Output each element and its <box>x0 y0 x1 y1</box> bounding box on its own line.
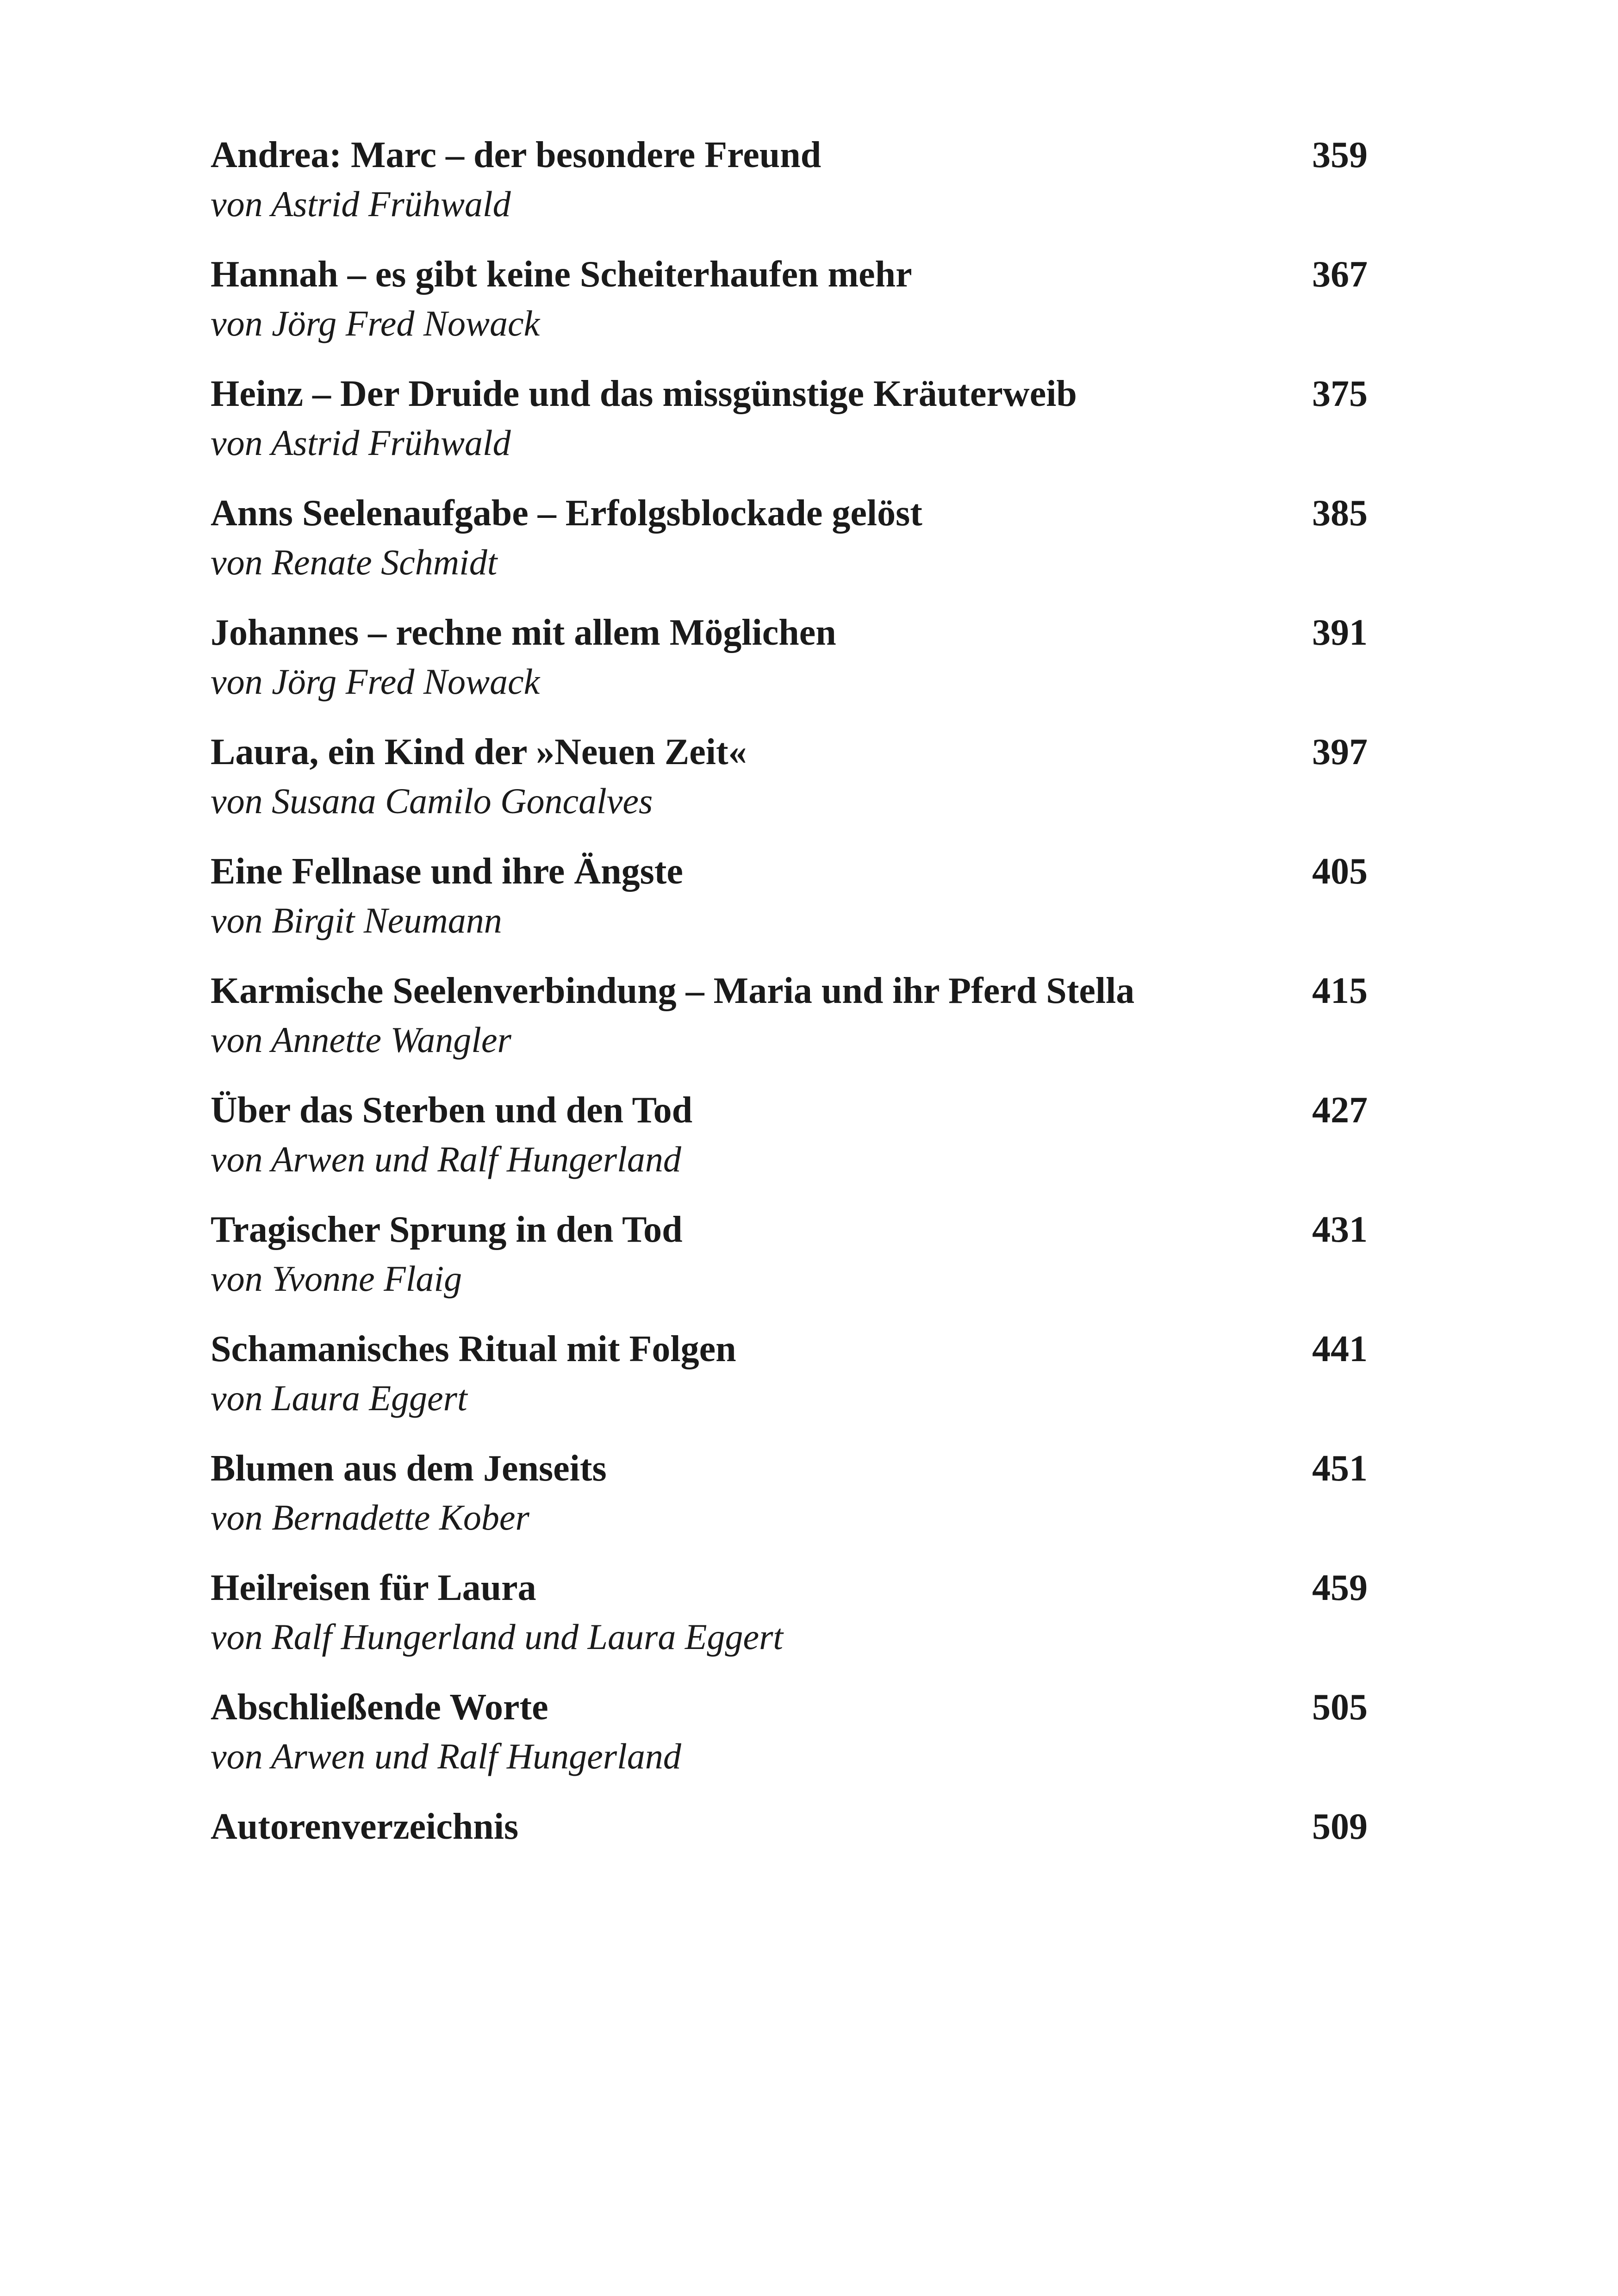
toc-entry <box>211 956 1368 1076</box>
toc-entry-title: Autorenverzeichnis <box>211 1806 519 1847</box>
toc-entry-page-number: 385 <box>1312 493 1368 534</box>
toc-entry <box>211 240 1368 359</box>
toc-entry-author: von Arwen und Ralf Hungerland <box>211 1139 681 1179</box>
toc-entry <box>211 479 1368 598</box>
table-of-contents <box>211 120 1368 1911</box>
toc-entry-page-number: 397 <box>1312 732 1368 772</box>
toc-entry-title: Johannes – rechne mit allem Möglichen <box>211 612 836 653</box>
toc-entry-title: Über das Sterben und den Tod <box>211 1090 693 1131</box>
toc-entry-author: von Astrid Frühwald <box>211 184 511 224</box>
toc-entry-author: von Renate Schmidt <box>211 542 498 582</box>
toc-entry <box>211 598 1368 717</box>
toc-entry-page-number: 431 <box>1312 1209 1368 1250</box>
toc-entry-author: von Annette Wangler <box>211 1020 511 1060</box>
toc-entry <box>211 717 1368 837</box>
toc-entry-title: Hannah – es gibt keine Scheiterhaufen mehr <box>211 254 912 295</box>
toc-entry-page-number: 451 <box>1312 1448 1368 1489</box>
toc-entry-page-number: 405 <box>1312 851 1368 892</box>
toc-entry-page-number: 509 <box>1312 1806 1368 1847</box>
toc-entry-author: von Jörg Fred Nowack <box>211 303 540 343</box>
toc-entry-title: Schamanisches Ritual mit Folgen <box>211 1329 736 1369</box>
toc-entry-title: Karmische Seelenverbindung – Maria und ihr Pferd Stella <box>211 971 1135 1011</box>
toc-entry <box>211 1434 1368 1553</box>
toc-entry-page-number: 359 <box>1312 135 1368 175</box>
toc-entry-page-number: 505 <box>1312 1687 1368 1728</box>
toc-entry <box>211 1792 1368 1911</box>
toc-entry-title: Eine Fellnase und ihre Ängste <box>211 851 683 892</box>
toc-entry-page-number: 367 <box>1312 254 1368 295</box>
toc-entry-author: von Astrid Frühwald <box>211 423 511 463</box>
toc-entry-author: von Jörg Fred Nowack <box>211 661 540 702</box>
toc-entry-title: Laura, ein Kind der »Neuen Zeit« <box>211 732 747 772</box>
toc-entry-page-number: 375 <box>1312 373 1368 414</box>
toc-entry <box>211 120 1368 240</box>
toc-entry-author: von Susana Camilo Goncalves <box>211 781 653 821</box>
toc-entry-page-number: 415 <box>1312 971 1368 1011</box>
toc-entry <box>211 1076 1368 1195</box>
toc-entry-title: Heilreisen für Laura <box>211 1568 536 1608</box>
toc-entry-title: Abschließende Worte <box>211 1687 548 1728</box>
toc-entry <box>211 837 1368 956</box>
toc-entry-author: von Bernadette Kober <box>211 1497 529 1537</box>
toc-entry-author: von Yvonne Flaig <box>211 1258 462 1299</box>
toc-entry <box>211 1673 1368 1792</box>
toc-entry-page-number: 427 <box>1312 1090 1368 1131</box>
toc-entry <box>211 1553 1368 1673</box>
toc-entry-page-number: 391 <box>1312 612 1368 653</box>
toc-entry-title: Andrea: Marc – der besondere Freund <box>211 135 821 175</box>
toc-entry-author: von Ralf Hungerland und Laura Eggert <box>211 1617 784 1657</box>
toc-entry-author: von Arwen und Ralf Hungerland <box>211 1736 681 1776</box>
toc-entry <box>211 1195 1368 1314</box>
toc-entry <box>211 1314 1368 1434</box>
toc-entry-title: Heinz – Der Druide und das missgünstige Kräuterweib <box>211 373 1077 414</box>
toc-entry-page-number: 441 <box>1312 1329 1368 1369</box>
toc-entry-title: Anns Seelenaufgabe – Erfolgsblockade gelöst <box>211 493 922 534</box>
toc-entry-author: von Laura Eggert <box>211 1378 467 1418</box>
toc-entry-title: Blumen aus dem Jenseits <box>211 1448 607 1489</box>
toc-entry-author: von Birgit Neumann <box>211 900 502 940</box>
toc-entry-page-number: 459 <box>1312 1568 1368 1608</box>
toc-entry <box>211 359 1368 479</box>
toc-entry-title: Tragischer Sprung in den Tod <box>211 1209 683 1250</box>
